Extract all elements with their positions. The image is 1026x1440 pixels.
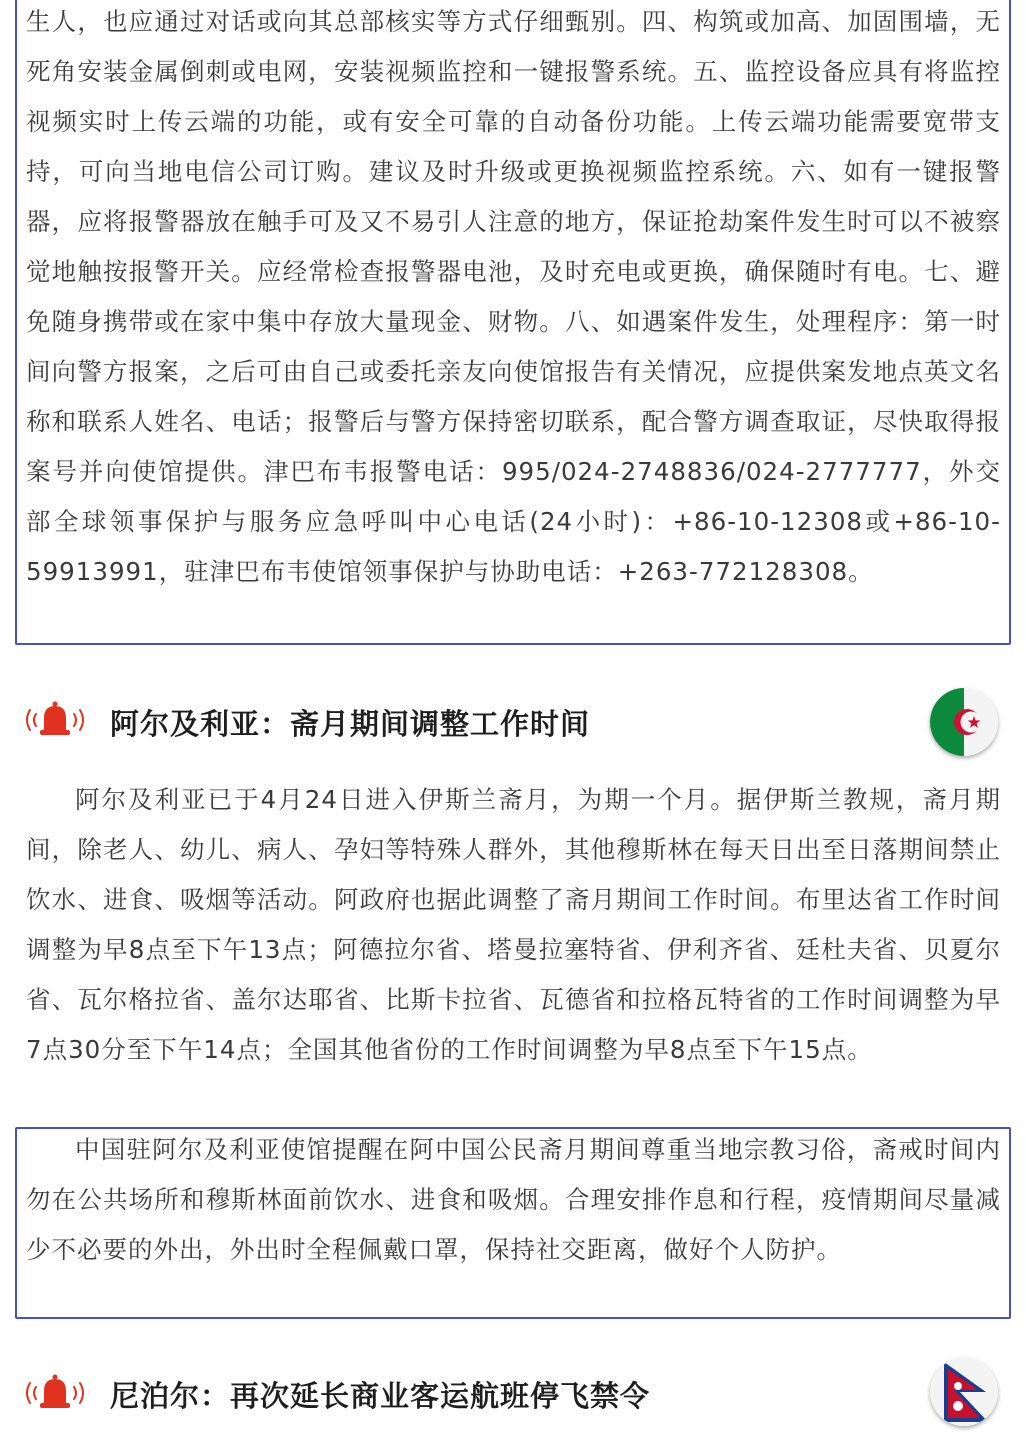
algeria-notice-text: 中国驻阿尔及利亚使馆提醒在阿中国公民斋月期间尊重当地宗教习俗，斋戒时间内勿在公共场所和穆斯林面前饮水、进食和吸烟。合理安排作息和行程，疫情期间尽量减少不必要的外出，外出时全程佩戴口罩，保持社交距离，做好个人防护。 (26, 1135, 1001, 1264)
algeria-body-text: 阿尔及利亚已于4月24日进入伊斯兰斋月，为期一个月。据伊斯兰教规，斋月期间，除老人、幼儿、病人、孕妇等特殊人群外，其他穆斯林在每天日出至日落期间禁止饮水、进食、吸烟等活动。阿政府也据此调整了斋月期间工作时间。布里达省工作时间调整为早8点至下午13点；阿德拉尔省、塔曼拉塞特省、伊利齐省、廷杜夫省、贝夏尔省、瓦尔格拉省、盖尔达耶省、比斯卡拉省、瓦德省和拉格瓦特省的工作时间调整为早7点30分至下午14点；全国其他省份的工作时间调整为早8点至下午15点。 (26, 785, 1001, 1064)
nepal-flag (930, 1358, 998, 1426)
section-title-algeria: 阿尔及利亚：斋月期间调整工作时间 (110, 707, 591, 741)
section-title-nepal: 尼泊尔：再次延长商业客运航班停飞禁令 (110, 1379, 651, 1413)
notice-text-zimbabwe: 生人，也应通过对话或向其总部核实等方式仔细甄别。四、构筑或加高、加固围墙，无死角安装金属倒刺或电网，安装视频监控和一键报警系统。五、监控设备应具有将监控视频实时上传云端的功能，或有安全可靠的自动备份功能。上传云端功能需要宽带支持，可向当地电信公司订购。建议及时升级或更换视频监控系统。六、如有一键报警器，应将报警器放在触手可及又不易引人注意的地方，保证抢劫案件发生时可以不被察觉地触按报警开关。应经常检查报警器电池，及时充电或更换，确保随时有电。七、避免随身携带或在家中集中存放大量现金、财物。八、如遇案件发生，处理程序：第一时间向警方报案，之后可由自己或委托亲友向使馆报告有关情况，应提供案发地点英文名称和联系人姓名、电话；报警后与警方保持密切联系，配合警方调查取证，尽快取得报案号并向使馆提供。津巴布韦报警电话：995/024-2748836/024-2777777，外交部全球领事保护与服务应急呼叫中心电话(24小时)：+86-10-12308或+86-10-59913991，驻津巴布韦使馆领事保护与协助电话：+263-772128308。 (26, 7, 1001, 586)
alarm-bell-icon (20, 1373, 90, 1413)
alarm-bell-icon (20, 700, 90, 740)
algeria-flag (930, 688, 998, 756)
